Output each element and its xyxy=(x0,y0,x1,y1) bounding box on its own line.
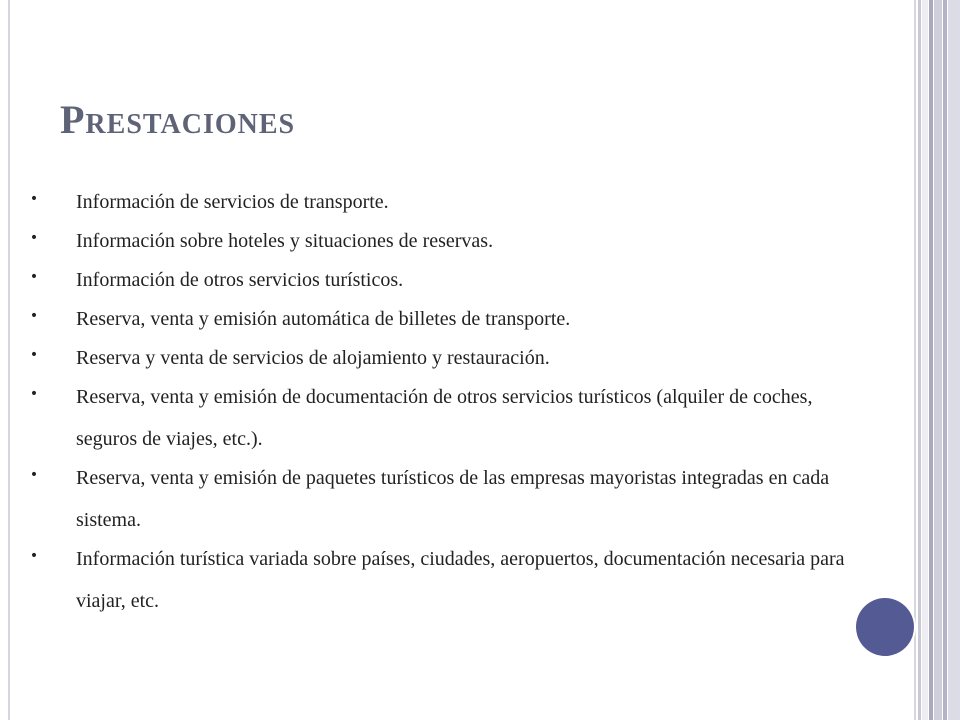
decorative-stripe xyxy=(922,0,928,720)
list-item xyxy=(28,457,858,541)
list-item-text: Información de otros servicios turísticos. xyxy=(76,269,404,291)
bullet-icon: • xyxy=(29,386,39,402)
decorative-stripe xyxy=(934,0,942,720)
bullet-list xyxy=(28,184,858,622)
list-item-text: Reserva, venta y emisión de documentación de otros servicios turísticos (alquiler de coches, seguros de viajes, etc.). xyxy=(76,386,813,450)
slide-title: Prestaciones xyxy=(60,97,296,142)
list-item xyxy=(28,220,858,262)
decorative-stripe xyxy=(943,0,947,720)
bullet-icon: • xyxy=(29,308,39,324)
list-item xyxy=(28,298,858,340)
bullet-icon: • xyxy=(29,347,39,363)
decorative-stripe xyxy=(929,0,933,720)
bullet-icon: • xyxy=(29,230,39,246)
decorative-circle xyxy=(856,598,914,656)
decorative-stripe xyxy=(948,0,960,720)
list-item-text: Información sobre hoteles y situaciones de reservas. xyxy=(76,230,494,252)
bullet-icon: • xyxy=(29,191,39,207)
bullet-icon: • xyxy=(29,269,39,285)
list-item-text: Reserva, venta y emisión automática de billetes de transporte. xyxy=(76,308,571,330)
decorative-stripe xyxy=(918,0,921,720)
list-item xyxy=(28,376,858,460)
list-item xyxy=(28,337,858,379)
list-item-text: Información de servicios de transporte. xyxy=(76,191,389,213)
bullet-icon: • xyxy=(29,467,39,483)
list-item-text: Reserva y venta de servicios de alojamiento y restauración. xyxy=(76,347,550,369)
list-item xyxy=(28,181,858,223)
bullet-icon: • xyxy=(29,548,39,564)
list-item xyxy=(28,538,858,622)
list-item-text: Reserva, venta y emisión de paquetes turísticos de las empresas mayoristas integradas en cada sistema. xyxy=(76,467,830,531)
list-item xyxy=(28,259,858,301)
list-item-text: Información turística variada sobre países, ciudades, aeropuertos, documentación necesaria para viajar, etc. xyxy=(76,548,845,612)
